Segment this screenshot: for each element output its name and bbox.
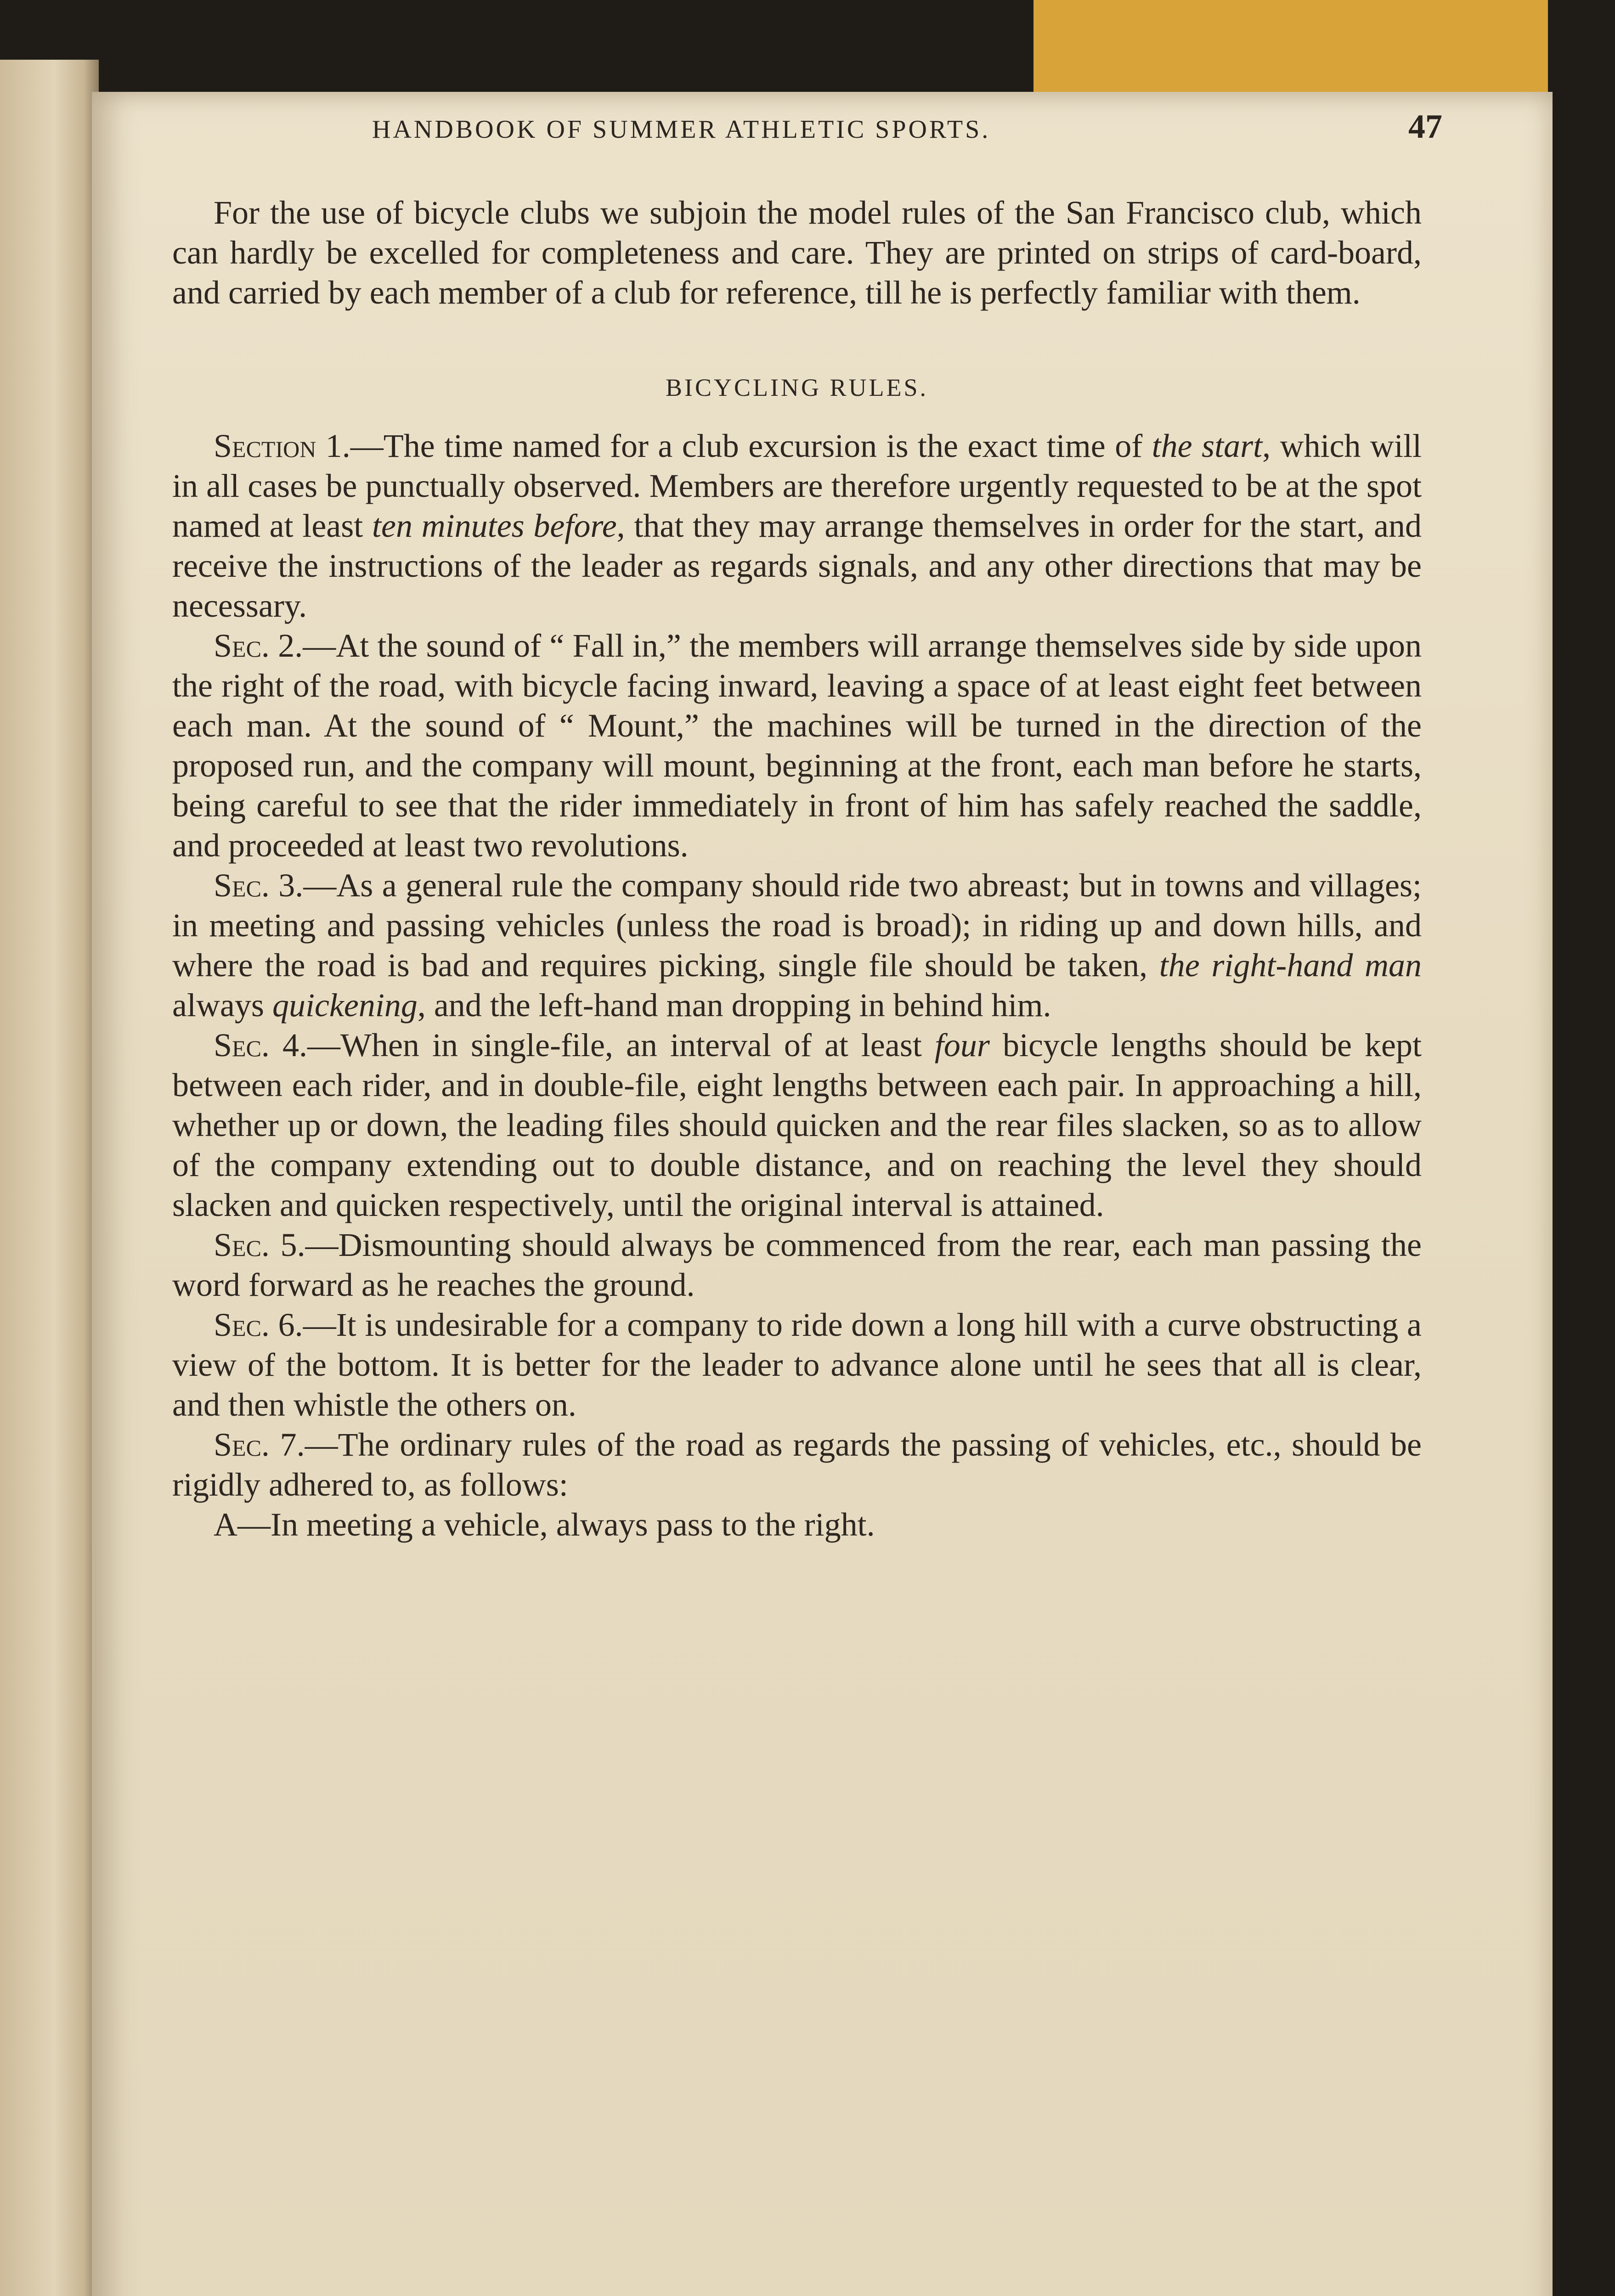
section-text: , and the left-hand man dropping in behind him. [417,987,1051,1024]
section-text: bicycle lengths should be kept between each rider, and in double-file, eight lengths between each pair. In approaching a hill, whether up or down, the leading files should quicken and the rear files slacken, so as to allow of the company extending out to double distance, and on reaching the level they should slacken and quicken respectively, until the original interval is attained. [172,1027,1422,1223]
running-title: HANDBOOK OF SUMMER ATHLETIC SPORTS. [372,115,991,144]
italic-text: ten minutes before [372,507,617,544]
section-text: always [172,987,272,1024]
italic-text: the right-hand man [1159,947,1422,984]
italic-text: four [934,1027,990,1064]
section-text: —At the sound of “ Fall in,” the members will arrange themselves side by side upon the right of the road, with bicycle facing inward, leaving a space of at least eight feet between each man. At the sound of “ Mount,” the machines will be turned in the direction of the proposed run, and the company will mount, beginning at the front, each man before he starts, being careful to see that the rider immediately in front of him has safely reached the saddle, and proceeded at least two revolutions. [172,627,1422,864]
section-label: Sec. 3. [214,867,304,904]
section-text: , that they may arrange themselves in order for the start, and receive the instructions of the leader as regards signals, and any other directions that may be necessary. [172,507,1422,624]
rule-a: A—In meeting a vehicle, always pass to the right. [214,1506,875,1543]
page-body [172,193,1422,1545]
section-text: —As a general rule the company should ride two abreast; but in towns and villages; in meeting and passing vehicles (unless the road is broad); in riding up and down hills, and where the road is bad and requires picking, single file should be taken, [172,867,1422,984]
rule-section [172,1305,1422,1425]
section-label: Sec. 2. [214,627,303,664]
left-page-edge [0,60,99,2296]
section-text: —It is undesirable for a company to ride down a long hill with a curve obstructing a view of the bottom. It is better for the leader to advance alone until he sees that all is clear, and then whistle the others on. [172,1306,1422,1423]
rule-section [172,1425,1422,1505]
section-text: —Dismounting should always be commenced from the rear, each man passing the word forward as he reaches the ground. [172,1227,1422,1303]
section-label: Sec. 7. [214,1426,305,1463]
section-label: Sec. 4. [214,1027,307,1064]
rule-section [172,626,1422,866]
section-label: Section 1. [214,428,350,464]
page-number: 47 [1408,108,1442,146]
rule-section [172,426,1422,626]
section-heading: BICYCLING RULES. [665,374,928,401]
section-label: Sec. 5. [214,1227,305,1263]
rule-section [172,1025,1422,1225]
intro-paragraph: For the use of bicycle clubs we subjoin the model rules of the San Francisco club, which can hardly be excelled for completeness and care. They are printed on strips of card-board, and carried by each member of a club for reference, till he is perfectly familiar with them. [172,194,1422,311]
section-text: , which will in all cases be punctually observed. Members are therefore urgently requested to be at the spot named at least [172,428,1422,544]
page-header [372,108,1442,161]
italic-text: the start [1152,428,1263,464]
section-text: —The time named for a club excursion is the exact time of [350,428,1152,464]
italic-text: quickening [272,987,418,1024]
section-text: —When in single-file, an interval of at least [307,1027,935,1064]
section-text: —The ordinary rules of the road as regards the passing of vehicles, etc., should be rigidly adhered to, as follows: [172,1426,1422,1503]
rules-list [172,426,1422,1505]
rule-section [172,866,1422,1025]
rule-section [172,1225,1422,1305]
section-label: Sec. 6. [214,1306,303,1343]
